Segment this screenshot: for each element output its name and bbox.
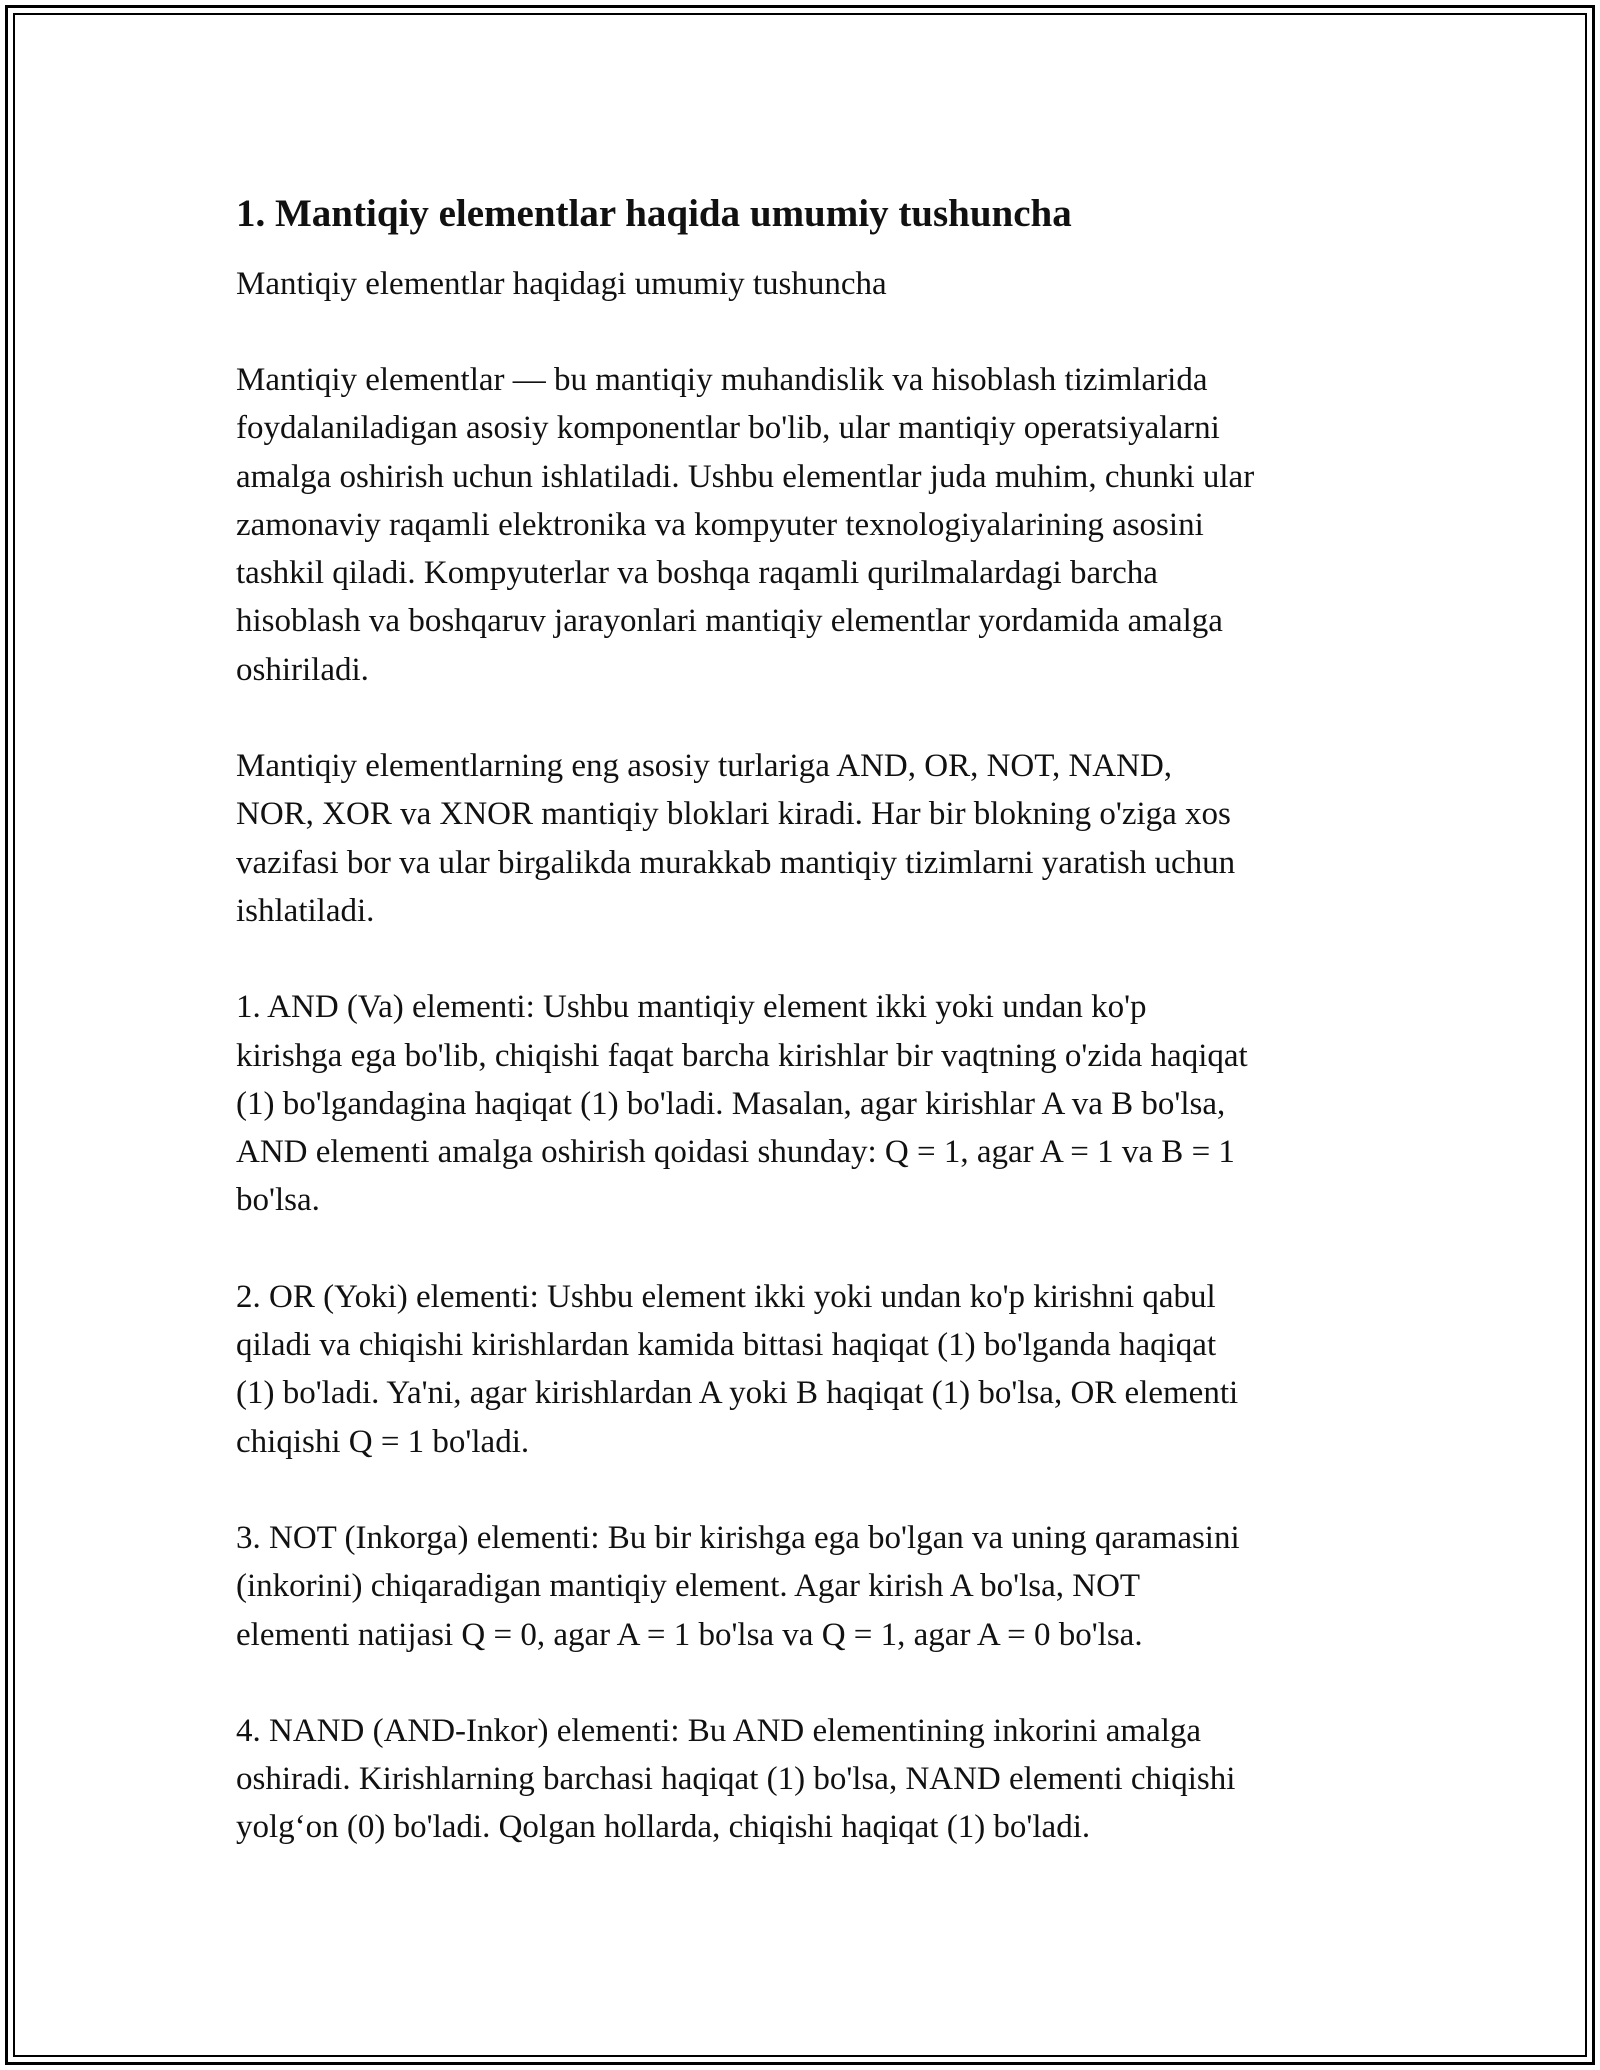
paragraph-or: 2. OR (Yoki) elementi: Ushbu element ikki yoki undan ko'p kirishni qabul qiladi va chiqishi kirishlardan kamida bittasi haqiqat (1) bo'lganda haqiqat (1) bo'ladi. Ya'ni, agar kirishlardan A yoki B haqiqat (1) bo'lsa, OR elementi chiqishi Q = 1 bo'ladi. — [236, 1278, 1239, 1460]
document-subtitle: Mantiqiy elementlar haqidagi umumiy tushuncha — [236, 266, 887, 302]
paragraph-intro: Mantiqiy elementlar — bu mantiqiy muhandislik va hisoblash tizimlarida foydalaniladigan asosiy komponentlar bo'lib, ular mantiqiy operatsiyalarni amalga oshirish uchun ishlatiladi. Ushbu elementlar juda muhim, chunki ular zamonaviy raqamli elektronika va kompyuter texnologiyalarining asosini tashkil qiladi. Kompyuterlar va boshqa raqamli qurilmalardagi barcha hisoblash va boshqaruv jarayonlari mantiqiy elementlar yordamida amalga oshiriladi. — [236, 362, 1255, 688]
document-title: 1. Mantiqiy elementlar haqida umumiy tushuncha — [236, 192, 1072, 235]
paragraph-nand: 4. NAND (AND-Inkor) elementi: Bu AND elementining inkorini amalga oshiradi. Kirishlarning barchasi haqiqat (1) bo'lsa, NAND elementi chiqishi yolg‘on (0) bo'ladi. Qolgan hollarda, chiqishi haqiqat (1) bo'ladi. — [236, 1712, 1236, 1846]
paragraph-types: Mantiqiy elementlarning eng asosiy turlariga AND, OR, NOT, NAND, NOR, XOR va XNOR mantiqiy bloklari kiradi. Har bir blokning o'ziga xos vazifasi bor va ular birgalikda murakkab mantiqiy tizimlarni yaratish uchun ishlatiladi. — [236, 748, 1236, 929]
document-body — [236, 186, 1366, 1852]
paragraph-and: 1. AND (Va) elementi: Ushbu mantiqiy element ikki yoki undan ko'p kirishga ega bo'lib, chiqishi faqat barcha kirishlar bir vaqtning o'zida haqiqat (1) bo'lgandagina haqiqat (1) bo'ladi. Masalan, agar kirishlar A va B bo'lsa, AND elementi amalga oshirish qoidasi shunday: Q = 1, agar A = 1 va B = 1 bo'lsa. — [236, 989, 1248, 1219]
paragraph-not: 3. NOT (Inkorga) elementi: Bu bir kirishga ega bo'lgan va uning qaramasini (inkorini) chiqaradigan mantiqiy element. Agar kirish A bo'lsa, NOT elementi natijasi Q = 0, agar A = 1 bo'lsa va Q = 1, agar A = 0 bo'lsa. — [236, 1519, 1240, 1653]
